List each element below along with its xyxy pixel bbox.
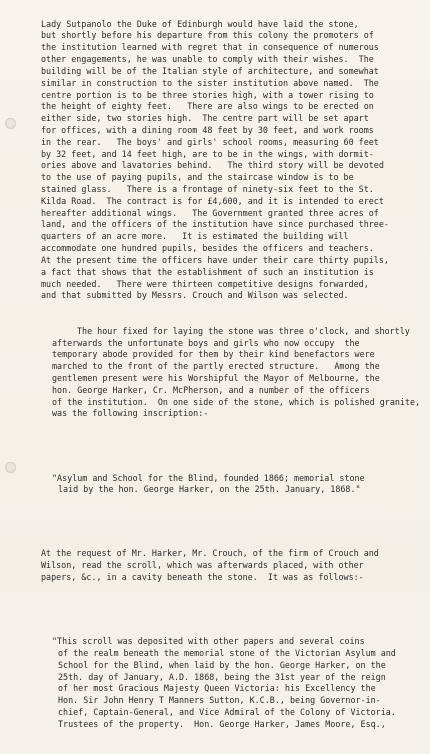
text-line: was the following inscription:- bbox=[52, 408, 209, 419]
text-line: marched to the front of the partly erected structure. Among the bbox=[52, 361, 380, 372]
text-line: "Asylum and School for the Blind, founded 1866; memorial stone bbox=[52, 472, 365, 483]
text-line: Kilda Road. The contract is for £4,600, and it is intended to erect bbox=[41, 195, 384, 206]
text-line: ories above and lavatories behind. The third story will be devoted bbox=[41, 160, 384, 171]
paragraph-ceremony bbox=[41, 326, 423, 421]
text-line: The hour fixed for laying the stone was three o'clock, and shortly bbox=[77, 325, 410, 336]
text-line: to the use of paying pupils, and the staircase window is to be bbox=[41, 172, 354, 183]
text-line: for offices, with a dining room 48 feet by 30 feet, and work rooms bbox=[41, 124, 374, 135]
text-line: papers, &c., in a cavity beneath the stone. It was as follows:- bbox=[41, 572, 364, 582]
text-line: by 32 feet, and 14 feet high, are to be in the wings, with dormit- bbox=[41, 148, 374, 159]
text-line: chief, Captain-General, and Vice Admiral of the Colony of Victoria. bbox=[58, 706, 396, 717]
text-line: laid by the hon. George Harker, on the 25th. January, 1868." bbox=[58, 484, 361, 495]
text-line: land, and the officers of the institution have since purchased three- bbox=[41, 219, 389, 230]
text-line: in the rear. The boys' and girls' school rooms, measuring 60 feet bbox=[41, 136, 379, 147]
text-line: gentlemen present were his Worshipful the Mayor of Melbourne, the bbox=[52, 373, 380, 383]
text-line: the height of eighty feet. There are also wings to be erected on bbox=[41, 101, 374, 112]
text-line: centre portion is to be three stories high, with a tower rising to bbox=[41, 89, 374, 100]
text-line: At the request of Mr. Harker, Mr. Crouch, of the firm of Crouch and bbox=[41, 548, 379, 559]
text-line: Lady Sutpanolo the Duke of Edinburgh would have laid the stone, bbox=[41, 18, 359, 29]
punch-hole bbox=[5, 118, 16, 129]
text-line: 25th. day of January, A.D. 1868, being the 31st year of the reign bbox=[58, 671, 386, 682]
text-line: similar in construction to the sister institution above named. The bbox=[41, 77, 379, 88]
text-line: afterwards the unfortunate boys and girls who now occupy the bbox=[52, 337, 360, 348]
text-line: the institution learned with regret that in consequence of numerous bbox=[41, 42, 379, 53]
text-line: other engagements, he was unable to comply with their wishes. The bbox=[41, 54, 374, 65]
text-line: building will be of the Italian style of architecture, and somewhat bbox=[41, 65, 379, 76]
text-line: Wilson, read the scroll, which was afterwards placed, with other bbox=[41, 560, 364, 571]
text-line: much needed. There were thirteen competitive designs forwarded, bbox=[41, 278, 369, 289]
text-line: accommodate one hundred pupils, besides the officers and teachers. bbox=[41, 243, 374, 254]
scroll-quote bbox=[41, 636, 423, 731]
text-line: At the present time the officers have under their care thirty pupils, bbox=[41, 254, 389, 265]
typed-text-body bbox=[41, 0, 423, 754]
text-line: but shortly before his departure from this colony the promoters of bbox=[41, 30, 374, 41]
text-line: hon. George Harker, Cr. McPherson, and a number of the officers bbox=[52, 384, 370, 395]
text-line: Trustees of the property. Hon. George Harker, James Moore, Esq., bbox=[58, 718, 386, 729]
text-line: and that submitted by Messrs. Crouch and Wilson was selected. bbox=[41, 290, 349, 301]
text-line: a fact that shows that the establishment of such an institution is bbox=[41, 266, 374, 277]
text-line: either side, two stories high. The centre part will be set apart bbox=[41, 113, 369, 124]
punch-hole bbox=[5, 462, 16, 473]
text-line: quarters of an acre more. It is estimated the building will bbox=[41, 231, 349, 242]
text-line: temporary abode provided for them by their kind benefactors were bbox=[52, 349, 375, 360]
text-line: hereafter additional wings. The Government granted three acres of bbox=[41, 207, 379, 218]
text-line: stained glass. There is a frontage of ninety-six feet to the St. bbox=[41, 184, 374, 194]
text-line: of the institution. On one side of the stone, which is polished granite, bbox=[52, 396, 421, 407]
inscription-quote bbox=[41, 473, 423, 497]
paragraph-building-description bbox=[41, 19, 423, 303]
text-line: Hon. Sir John Henry T Manners Sutton, K.C.B., being Governor-in- bbox=[58, 695, 381, 706]
text-line: School for the Blind, when laid by the hon. George Harker, on the bbox=[58, 659, 386, 670]
text-line: of her most Gracious Majesty Queen Victoria: his Excellency the bbox=[58, 683, 376, 694]
paragraph-scroll-reading bbox=[41, 548, 423, 583]
text-line: "This scroll was deposited with other papers and several coins bbox=[52, 636, 365, 647]
text-line: of the realm beneath the memorial stone of the Victorian Asylum and bbox=[58, 647, 396, 658]
